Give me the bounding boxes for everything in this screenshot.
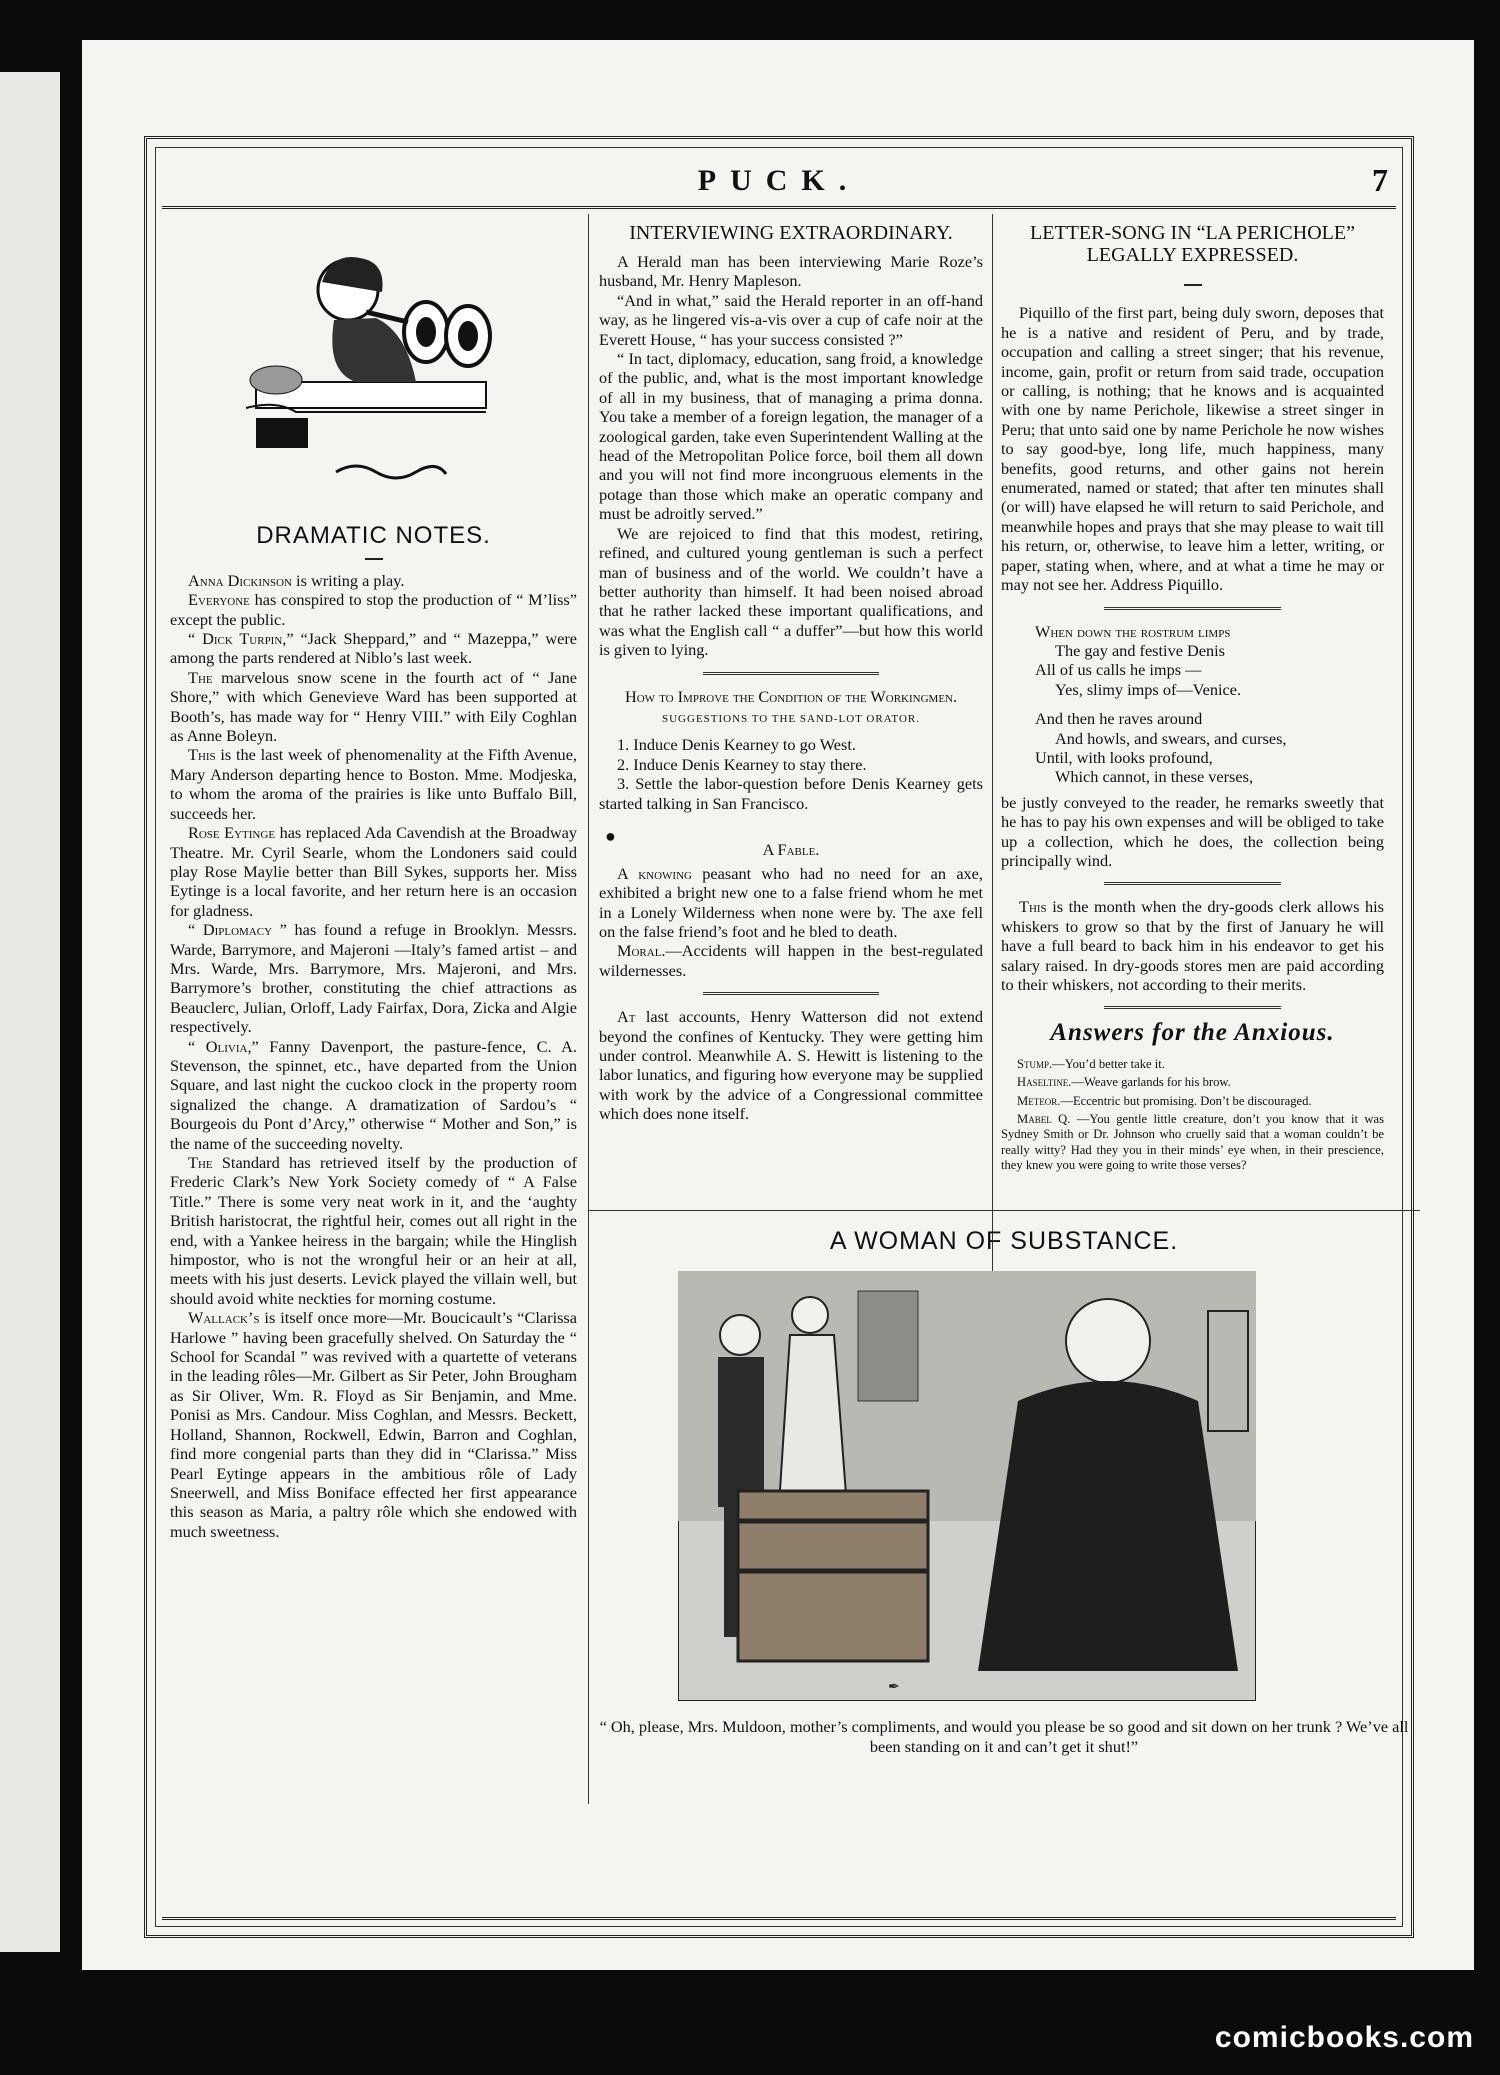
letter-song-title: LETTER-SONG IN “LA PERICHOLE” LEGALLY EXPRESSED. xyxy=(1030,222,1355,266)
answer-item: Mabel Q. —You gentle little creature, don’t you know that it was Sydney Smith or Dr. Johnson who cruelly said that a woman couldn’t be really witty? Had they you in their minds’ eye when, in their prescience, they knew you were going to write those verses? xyxy=(1001,1112,1384,1173)
column-dramatic-notes xyxy=(170,222,577,1541)
suggestion-item: 1. Induce Denis Kearney to go West. xyxy=(617,735,856,755)
poem-line: The gay and festive Denis xyxy=(1055,640,1225,660)
section-divider xyxy=(703,672,880,675)
answer-item: Haseltine.—Weave garlands for his brow. xyxy=(1017,1075,1231,1090)
page-frame-inner xyxy=(155,147,1409,1927)
woman-of-substance-section xyxy=(588,1210,1420,1811)
opera-glass-illustration xyxy=(236,232,510,504)
note-paragraph: The Standard has retrieved itself by the production of Frederic Clark’s New York Society comedy of “ A False Title.” There is some very neat work in it, and the ‘aughty British haristocrat, the rightful heir, comes out all right in the end, with a Yankee heiress in the bargain; while the Hinglish himpostor, who is not the wrongful heir or an heir at all, meets with his just deserts. Levick played the villain well, but should avoid white neckties for morning costume. xyxy=(170,1153,577,1308)
column-letter-song xyxy=(1001,222,1384,1177)
suggestion-item: 2. Induce Denis Kearney to stay there. xyxy=(617,754,867,774)
poem-line: When down the rostrum limps xyxy=(1035,621,1231,641)
poem-line: Which cannot, in these verses, xyxy=(1055,767,1254,787)
masthead: PUCK. xyxy=(697,164,861,197)
page-frame xyxy=(144,136,1414,1938)
fable-paragraph: A knowing peasant who had no need for an axe, exhibited a bright new one to a false friend whom he met in a Lonely Wilderness when none were by. The axe fell on the false friend’s foot and he bled to death. xyxy=(599,863,983,941)
poem-line: And then he raves around xyxy=(1035,709,1203,729)
note-paragraph: “ Diplomacy ” has found a refuge in Brooklyn. Messrs. Warde, Barrymore, and Majeroni —Italy’s famed artist – and Mrs. Warde, Mrs. Barrymore, Mrs. Majeroni, and Mrs. Barrymore’s brother, constituting the chief attractions as Beauclerc, Julian, Orloff, Lady Fairfax, Dora, Zicka and Algie respectively. xyxy=(170,920,577,1037)
improve-title: How to Improve the Condition of the Workingmen. xyxy=(624,686,958,706)
woman-of-substance-caption: “ Oh, please, Mrs. Muldoon, mother’s compliments, and would you please be so good and sit down on her trunk ? We’ve all been standing on it and can’t get it shut!” xyxy=(599,1717,1409,1756)
column-rule-2 xyxy=(992,214,993,1274)
note-paragraph: Rose Eytinge has replaced Ada Cavendish at the Broadway Theatre. Mr. Cyril Searle, whom the Londoners said could play Rose Maylie better than Bill Sykes, supports her. Miss Eytinge is a local favorite, and her return here is an occasion for gladness. xyxy=(170,823,578,920)
woman-of-substance-title: A WOMAN OF SUBSTANCE. xyxy=(829,1227,1179,1255)
poem-line: All of us calls he imps — xyxy=(1035,660,1202,680)
note-paragraph: “ Olivia,” Fanny Davenport, the pasture-fence, C. A. Stevenson, the spinnet, etc., have departed from the Union Square, and last night the cuckoo clock in the property room signalized the change. A dramatization of Sardou’s “ Bourgeois du Pont d’Arcy,” otherwise “ Mother and Son,” is the name of the succeeding novelty. xyxy=(170,1036,577,1153)
moral-paragraph: Moral.—Accidents will happen in the best-regulated wildernesses. xyxy=(599,941,983,980)
title-dash xyxy=(1001,274,1384,293)
dramatic-notes-list xyxy=(170,571,577,1541)
note-paragraph: The marvelous snow scene in the fourth act of “ Jane Shore,” with which Genevieve Ward has been supported at Booth’s, has made way for “ Henry VIII.” with Eily Coghlan as Anne Boleyn. xyxy=(170,667,577,746)
dramatic-notes-title: DRAMATIC NOTES. xyxy=(256,522,491,549)
answer-item: Meteor.—Eccentric but promising. Don’t be discouraged. xyxy=(1017,1093,1312,1108)
section-divider xyxy=(703,992,880,995)
header-rule xyxy=(162,206,1396,209)
section-divider xyxy=(1104,607,1280,610)
note-paragraph: Wallack’s is itself once more—Mr. Boucicault’s “Clarissa Harlowe ” having been gracefully shelved. On Saturday the “ School for Scandal ” was revived with a quartette of veterans in the leading rôles—Mr. Gilbert as Sir Peter, John Brougham as Sir Oliver, Wm. R. Floyd as Sir Benjamin, and Mme. Ponisi as Mrs. Candour. Miss Coghlan, and Messrs. Beckett, Holland, Shannon, Rockwell, Edwin, Barron and Coghlan, find more congenial parts than they did in “Clarissa.” Miss Pearl Eytinge appears in the ambitious rôle of Lady Sneerwell, and Miss Boniface effected her first appearance this season as Maria, a paltry rôle which she endowed with much sweetness. xyxy=(170,1308,577,1541)
note-paragraph: “ Dick Turpin,” “Jack Sheppard,” and “ Mazeppa,” were among the parts rendered at Niblo’s last week. xyxy=(170,629,577,668)
section-divider xyxy=(1104,1006,1280,1009)
poem-line: Until, with looks profound, xyxy=(1035,747,1213,767)
poem-line: Yes, slimy imps of—Venice. xyxy=(1055,679,1242,699)
section-divider xyxy=(1104,882,1280,885)
title-dash xyxy=(170,547,577,566)
svg-text:✒: ✒ xyxy=(888,1680,900,1695)
column-interviewing xyxy=(599,222,983,1124)
note-paragraph: Anna Dickinson is writing a play. xyxy=(188,570,405,590)
opera-glass-illustration-area xyxy=(170,222,577,522)
watermark: comicbooks.com xyxy=(1214,2021,1474,2054)
interview-paragraph: We are rejoiced to find that this modest, retiring, refined, and cultured young gentleman is such a perfect man of business and of the world. We couldn’t have a better authority than himself. It had been noised abroad that he rather lacked these important qualifications, and was what the English call “ a duffer”—but how this world is given to lying. xyxy=(599,523,983,660)
answers-list xyxy=(1001,1057,1384,1174)
note-paragraph: Everyone has conspired to stop the production of “ M’liss” except the public. xyxy=(170,590,577,629)
clerk-paragraph: This is the month when the dry-goods clerk allows his whiskers to grow so that by the first of January he will have a full beard to back him in his endeavor to get his salary raised. In dry-goods stores men are paid according to their whiskers, not according to their merits. xyxy=(1001,897,1384,994)
suggestion-item: 3. Settle the labor-question before Denis Kearney gets started talking in San Francisco. xyxy=(599,774,983,813)
letter-song-paragraph: Piquillo of the first part, being duly sworn, deposes that he is a native and resident of Peru, and by trade, occupation and calling a street singer; that his revenue, income, gain, profit or return from said trade, occupation or calling, is nothing; that he knows and is acquainted with one by name Perichole, likewise a street singer in Peru; that unto said one by name Perichole he now wishes to say good-bye, long life, much happiness, many benefits, good returns, and other gains not herein enumerated, named or stated; that after ten minutes shall (or will) have elapsed he will return to said Perichole, and meanwhile hopes and prays that she may please to wait till his return, or, otherwise, to leave him a letter, writing, or paper, stating when, where, and at what a time he may or may not see her. Address Piquillo. xyxy=(1001,303,1384,595)
after-poem-paragraph: be justly conveyed to the reader, he remarks sweetly that he has to pay his own expenses and will be obliged to take up a collection, which he does, the collection being principally wind. xyxy=(1001,792,1384,870)
magazine-page xyxy=(82,40,1474,1970)
interview-paragraph: “And in what,” said the Herald reporter in an off-hand way, as he lingered vis-a-vis over a cup of cafe noir at the Everett House, “ has your success consisted ?” xyxy=(599,290,983,349)
ink-blot-ornament: ● xyxy=(605,825,616,846)
footer-rule xyxy=(162,1917,1396,1920)
answer-item: Stump.—You’d better take it. xyxy=(1017,1056,1165,1071)
denis-poem xyxy=(1035,622,1384,787)
woman-on-trunk-illustration xyxy=(678,1271,1256,1701)
adjacent-page-edge xyxy=(0,72,60,1952)
note-paragraph: This is the last week of phenomenality at the Fifth Avenue, Mary Anderson departing hence to Boston. Mme. Modjeska, to whom the aroma of the prairies is like unto Buffalo Bill, succeeds her. xyxy=(170,745,577,823)
interviewing-title: INTERVIEWING EXTRAORDINARY. xyxy=(629,222,953,244)
improve-caption: SUGGESTIONS TO THE SAND-LOT ORATOR. xyxy=(662,712,920,725)
page-number: 7 xyxy=(1372,162,1388,198)
poem-line: And howls, and swears, and curses, xyxy=(1055,728,1287,748)
fable-title: A Fable. xyxy=(762,840,820,860)
watterson-paragraph: At last accounts, Henry Watterson did not extend beyond the confines of Kentucky. They were getting him under control. Meanwhile A. S. Hewitt is listening to the labor lunatics, and figuring how everyone may be supplied with work by the advice of a Congressional committee which does none itself. xyxy=(599,1007,983,1124)
answers-title: Answers for the Anxious. xyxy=(1050,1019,1335,1047)
interview-paragraph: “ In tact, diplomacy, education, sang froid, a knowledge of the public, and, what is the most important knowledge of all in my business, that of managing a prima donna. You take a member of a foreign legation, the manager of a zoological garden, take even Superintendent Walling at the head of the Metropolitan Police force, boil them all down and you will not find more incongruous elements in the potage than those which make an operatic company and must be adroitly served.” xyxy=(599,349,983,524)
interview-paragraph: A Herald man has been interviewing Marie Roze’s husband, Mr. Henry Mapleson. xyxy=(599,252,983,291)
